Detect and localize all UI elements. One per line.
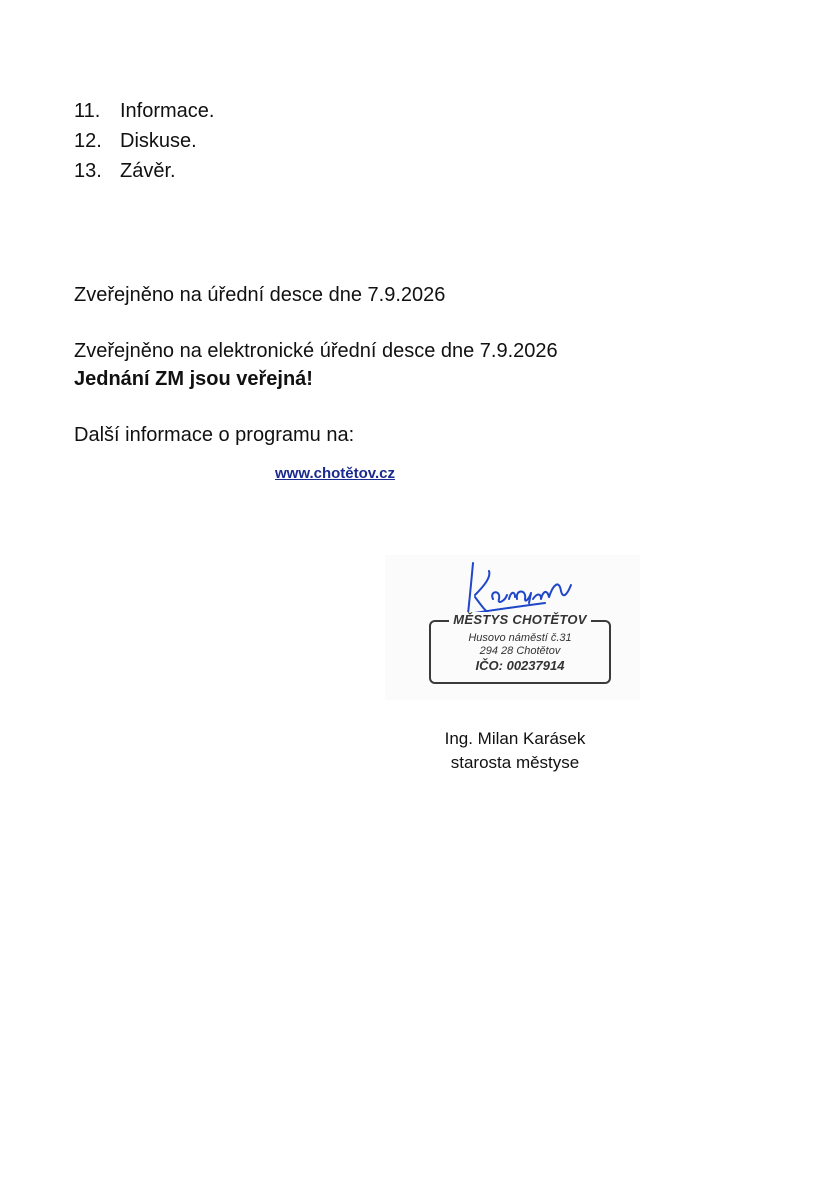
published-eboard-notice: Zveřejněno na elektronické úřední desce dne 7.9.2026: [74, 340, 558, 362]
agenda-item: [74, 96, 214, 126]
more-info-text: Další informace o programu na:: [74, 424, 355, 446]
website-link[interactable]: www.chotětov.cz: [275, 465, 396, 482]
signatory-role: starosta městyse: [450, 753, 580, 772]
agenda-list: [74, 96, 214, 186]
agenda-item-text: Informace.: [120, 100, 215, 122]
agenda-item: [74, 156, 214, 186]
signatory-name: Ing. Milan Karásek: [444, 729, 586, 748]
stamp-title-text: MĚSTYS CHOTĚTOV: [449, 612, 591, 627]
agenda-item-text: Závěr.: [120, 160, 176, 182]
agenda-item-number: 11.: [74, 100, 101, 122]
stamp-ico: IČO: 00237914: [475, 658, 565, 673]
agenda-item-number: 12.: [74, 130, 102, 152]
published-board-notice: Zveřejněno na úřední desce dne 7.9.2026: [74, 284, 446, 306]
stamp-title: [441, 611, 599, 629]
official-stamp: [429, 612, 611, 684]
stamp-address-line2: 294 28 Chotětov: [479, 645, 561, 657]
stamp-and-signature: [385, 555, 640, 700]
agenda-item-number: 13.: [74, 160, 102, 182]
agenda-item: [74, 126, 214, 156]
stamp-address-line1: Husovo náměstí č.31: [468, 632, 572, 644]
public-meeting-notice: Jednání ZM jsou veřejná!: [74, 368, 313, 390]
agenda-item-text: Diskuse.: [120, 130, 197, 152]
